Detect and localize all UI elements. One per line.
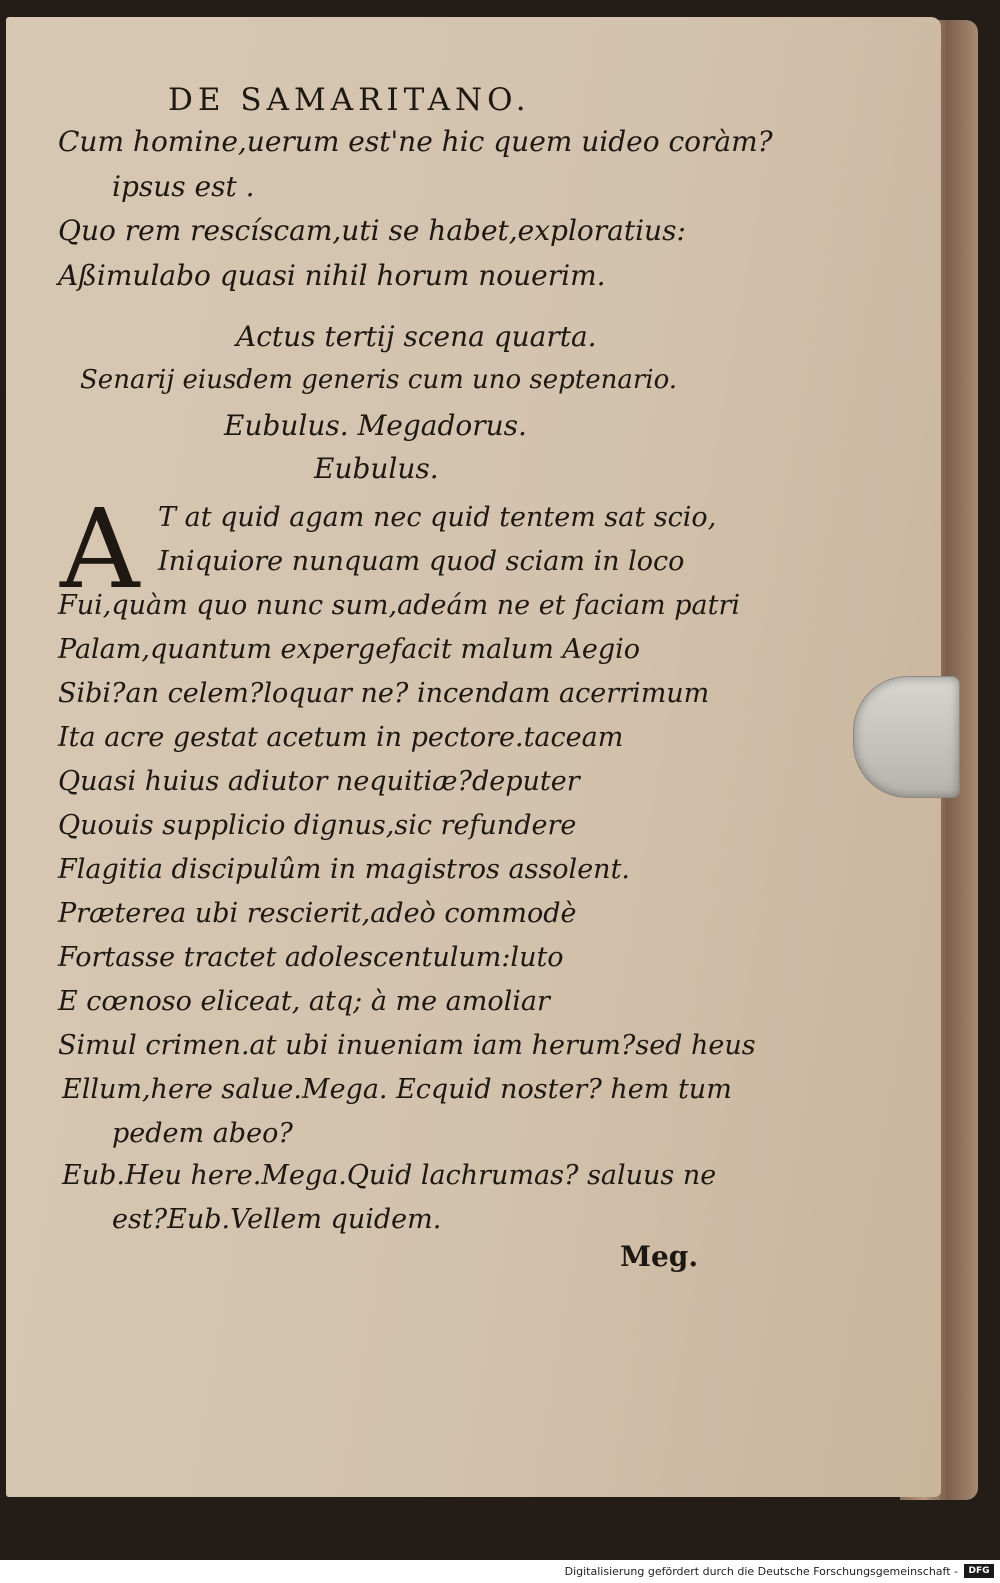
page-clip [853, 676, 960, 798]
verse-line: Sibi?an celem?loquar ne? incendam acerrimum [58, 678, 710, 709]
text-line: Aßimulabo quasi nihil horum nouerim. [58, 259, 606, 292]
text-line: Quo rem rescíscam,uti se habet,exploratius: [58, 214, 686, 247]
verse-line: Quasi huius adiutor nequitiæ?deputer [58, 766, 580, 797]
catchword: Meg. [620, 1240, 699, 1273]
running-header: DE SAMARITANO. [168, 82, 531, 118]
verse-line: E cœnoso eliceat, atq; à me amoliar [58, 986, 550, 1017]
text-line: Cum homine,uerum est'ne hic quem uideo coràm? [58, 125, 773, 158]
dfg-logo: DFG [964, 1564, 994, 1578]
scene-meter: Senarij eiusdem generis cum uno septenario. [80, 365, 678, 395]
footer-credit: Digitalisierung gefördert durch die Deutsche Forschungsgemeinschaft - [564, 1565, 958, 1578]
verse-line: Ellum,here salue.Mega. Ecquid noster? hem tum [62, 1074, 732, 1105]
speaker-name: Eubulus. [314, 452, 439, 485]
verse-line: Quouis supplicio dignus,sic refundere [58, 810, 577, 841]
verse-line: pedem abeo? [112, 1118, 293, 1149]
verse-line: Iniquiore nunquam quod sciam in loco [158, 546, 685, 577]
verse-line: Palam,quantum expergefacit malum Aegio [58, 634, 641, 665]
verse-line: Eub.Heu here.Mega.Quid lachrumas? saluus ne [62, 1160, 717, 1191]
text-line: ipsus est . [112, 170, 255, 203]
drop-capital: A [60, 485, 140, 613]
verse-line: T at quid agam nec quid tentem sat scio, [158, 502, 717, 533]
verse-line: Ita acre gestat acetum in pectore.taceam [58, 722, 624, 753]
footer-bar [0, 1560, 1000, 1583]
scene-persons: Eubulus. Megadorus. [224, 409, 527, 442]
verse-line: Fortasse tractet adolescentulum:luto [58, 942, 564, 973]
verse-line: est?Eub.Vellem quidem. [112, 1204, 442, 1235]
verse-line: Simul crimen.at ubi inueniam iam herum?sed heus [58, 1030, 756, 1061]
scene-heading: Actus tertij scena quarta. [236, 320, 597, 353]
verse-line: Præterea ubi rescierit,adeò commodè [58, 898, 577, 929]
verse-line: Fui,quàm quo nunc sum,adeám ne et faciam patri [58, 590, 741, 621]
verse-line: Flagitia discipulûm in magistros assolent. [58, 854, 630, 885]
